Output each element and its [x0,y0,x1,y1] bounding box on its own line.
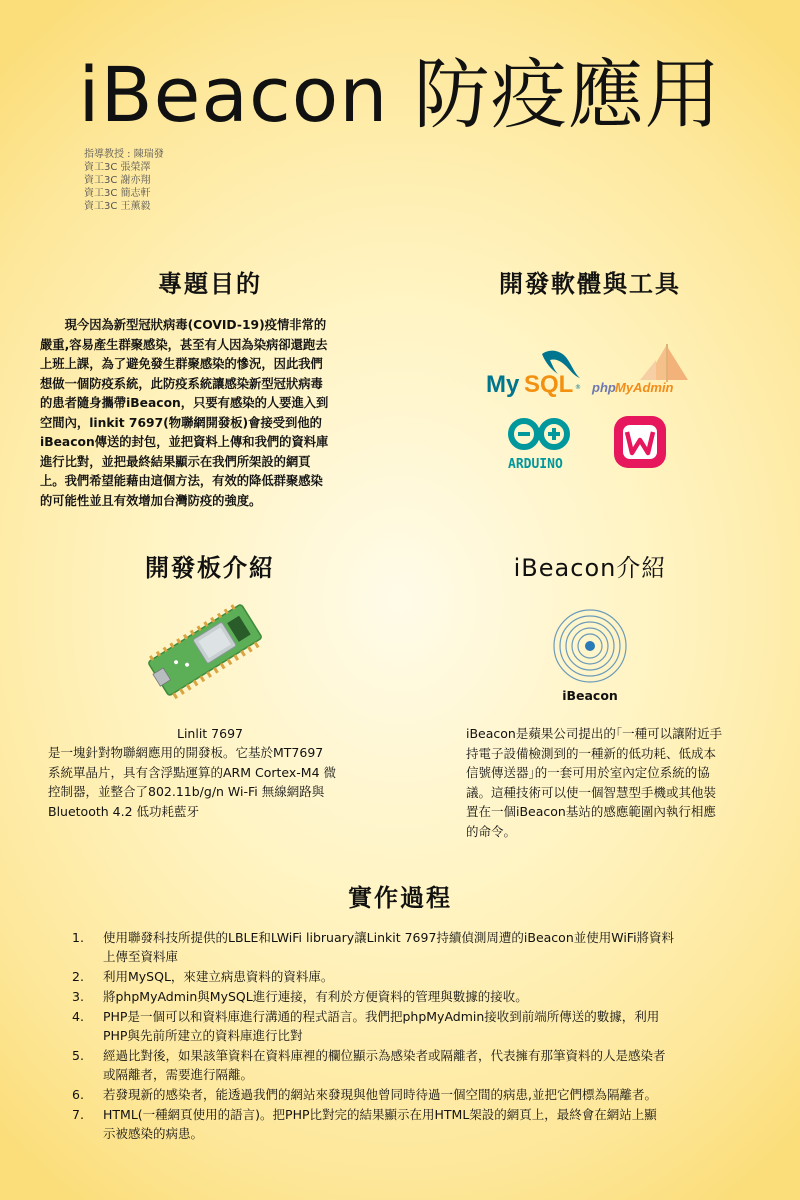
text-line: 想做一個防疫系統，此防疫系統讓感染新型冠狀病毒 [40,376,323,391]
ibeacon-heading: iBeacon介紹 [513,554,667,582]
text-line: 是一塊針對物聯網應用的開發板。它基於MT7697 [48,745,324,760]
text-line: 上。我們希望能藉由這個方法，有效的降低群聚感染 [40,474,323,488]
text-line: 的命令。 [466,823,517,839]
linkit-board-icon [140,595,270,705]
list-item: 6. 若發現新的感染者，能透過我們的網站來發現與他曾同時待過一個空間的病患,並把它們標為隔離者。 [72,1087,657,1102]
author-list [84,148,164,213]
pma-text-php: php [592,380,616,395]
wamp-logo [614,416,666,468]
mysql-logo [486,351,581,398]
list-item: 2. 利用MySQL，來建立病患資料的資料庫。 [72,969,334,984]
sail-icon [668,348,688,380]
text-line: 的患者隨身攜帶iBeacon，只要有感染的人要進入到 [40,396,329,410]
process-steps [70,928,750,1144]
author: 資工3C 謝亦翔 [84,175,151,186]
text-line: 上班上課，為了避免發生群聚感染的慘況，因此我們 [40,357,323,371]
list-item: 3. 將phpMyAdmin與MySQL進行連接，有利於方便資料的管理與數據的接收。 [72,989,528,1004]
text-line: Bluetooth 4.2 低功耗藍牙 [48,803,200,819]
phpmyadmin-logo [591,344,688,395]
text-line: 置在一個iBeacon基站的感應範圍內執行相應 [466,804,716,819]
sail-icon [640,360,656,380]
text-line: 現今因為新型冠狀病毒(COVID-19)疫情非常的 [40,318,327,332]
board-heading: 開發板介紹 [145,554,275,582]
arduino-logo [508,421,567,472]
arduino-text: ARDUINO [508,457,563,472]
board-paragraph [48,743,378,821]
board-description [40,724,380,744]
mysql-text-my: My [486,371,520,398]
dev-board-image [140,595,270,705]
text-line: 控制器，並整合了802.11b/g/n Wi-Fi 無線網路與 [48,784,325,799]
list-item: 5. 經過比對後，如果該筆資料在資料庫裡的欄位顯示為感染者或隔離者，代表擁有那筆資料的人是感染者 或隔離者，需要進行隔離。 [72,1048,666,1082]
purpose-paragraph [40,316,380,511]
advisor: 指導教授 : 陳瑞發 [84,149,164,160]
text-line: 進行比對，並把最終結果顯示在我們所架設的網頁 [40,454,311,469]
ibeacon-logo-text: iBeacon [562,688,618,703]
author: 資工3C 簡志軒 [84,188,151,199]
mysql-text-sql: SQL [524,371,574,398]
text-line: 信號傳送器｣的一套可用於室內定位系統的協 [466,765,710,780]
tool-logos [480,340,700,480]
purpose-heading: 專題目的 [158,270,262,298]
list-item: 4. PHP是一個可以和資料庫進行溝通的程式語言。我們把phpMyAdmin接收到前端所傳送的數據，利用 PHP與先前所建立的資料庫進行比對 [72,1009,660,1043]
tool-logos-svg [480,340,700,480]
text-line: iBeacon是蘋果公司提出的｢一種可以讓附近手 [466,726,723,741]
board-name: Linlit 7697 [177,726,243,741]
pma-text-myadmin: MyAdmin [615,380,674,395]
text-line: 持電子設備檢測到的一種新的低功耗、低成本 [466,745,717,761]
tools-heading: 開發軟體與工具 [499,270,681,298]
text-line: 議。這種技術可以使一個智慧型手機或其他裝 [466,784,717,800]
minus-icon [518,432,530,436]
text-line: 系統單晶片，具有含浮點運算的ARM Cortex-M4 微 [48,764,337,780]
author: 資工3C 王薰毅 [84,201,151,212]
text-line: 的可能性並且有效增加台灣防疫的強度。 [40,493,262,508]
list-item: 7. HTML(一種網頁使用的語言)。把PHP比對完的結果顯示在用HTML架設的網頁上，最終會在網站上顯 示被感染的病患。 [72,1107,657,1141]
text-line: 空間內，linkit 7697(物聯網開發板)會接受到他的 [40,415,322,430]
list-item: 1. 使用聯發科技所提供的LBLE和LWiFi libruary讓Linkit 7697持續偵測周遭的iBeacon並使用WiFi將資料 上傳至資料庫 [72,930,675,964]
text-line: 嚴重,容易產生群聚感染，甚至有人因為染病卻還跑去 [40,337,328,352]
poster-title: iBeacon 防疫應用 [78,50,722,139]
ibeacon-paragraph [466,724,766,841]
registered-mark: ® [575,384,581,391]
author: 資工3C 張榮澤 [84,162,151,173]
process-heading: 實作過程 [348,884,452,912]
text-line: iBeacon傳送的封包，並把資料上傳和我們的資料庫 [40,435,329,449]
